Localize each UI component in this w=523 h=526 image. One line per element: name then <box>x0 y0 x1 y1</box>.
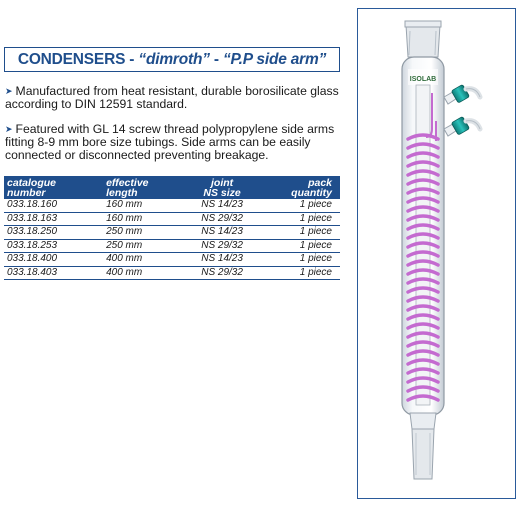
dimroth-condenser-icon <box>358 9 515 498</box>
brand-logo-text: ISOLAB <box>409 76 437 83</box>
catalogue-number-cell: 033.18.253 <box>4 239 92 253</box>
catalogue-number-cell: 033.18.403 <box>4 266 92 280</box>
length-cell: 160 mm <box>92 199 185 212</box>
length-cell: 250 mm <box>92 239 185 253</box>
table-row <box>4 212 340 226</box>
product-photo <box>357 8 516 499</box>
header-line: number <box>7 187 46 199</box>
title-main: CONDENSERS - <box>17 50 139 68</box>
table-row <box>4 266 340 280</box>
joint-cell: NS 29/32 <box>186 266 259 280</box>
table-row <box>4 199 340 212</box>
length-cell: 160 mm <box>92 212 185 226</box>
catalogue-number-cell: 033.18.163 <box>4 212 92 226</box>
length-cell: 250 mm <box>92 226 185 240</box>
title-pp-side-arm: “P.P side arm” <box>222 50 327 68</box>
header-line: NS size <box>203 187 241 199</box>
header-line: quantity <box>291 187 332 199</box>
pack-cell: 1 piece <box>259 226 340 240</box>
title-box <box>4 47 340 72</box>
title-separator: - <box>209 50 223 68</box>
table-row <box>4 253 340 267</box>
pack-cell: 1 piece <box>259 212 340 226</box>
isolab-logo <box>410 76 436 83</box>
length-cell: 400 mm <box>92 253 185 267</box>
table-row <box>4 239 340 253</box>
header-joint-size <box>186 176 259 199</box>
header-line: length <box>106 187 138 199</box>
joint-cell: NS 14/23 <box>186 199 259 212</box>
header-effective-length <box>92 176 185 199</box>
page-title <box>18 51 326 69</box>
pack-cell: 1 piece <box>259 253 340 267</box>
header-line: effective <box>106 177 149 189</box>
catalogue-number-cell: 033.18.160 <box>4 199 92 212</box>
header-line: joint <box>211 177 234 189</box>
feature-text-1: Manufactured from heat resistant, durable borosilicate glass according to DIN 12591 standard. <box>5 84 339 112</box>
table-header <box>4 176 340 199</box>
joint-cell: NS 29/32 <box>186 239 259 253</box>
feature-bullet-2 <box>5 123 343 161</box>
joint-cell: NS 14/23 <box>186 226 259 240</box>
header-pack-quantity <box>259 176 340 199</box>
catalogue-number-cell: 033.18.250 <box>4 226 92 240</box>
feature-text-2: Featured with GL 14 screw thread polypropylene side arms fitting 8-9 mm bore size tubings. Side arms can be easily connected or disconnected preventing breakage. <box>5 122 335 162</box>
header-catalogue-number <box>4 176 92 199</box>
pack-cell: 1 piece <box>259 239 340 253</box>
title-dimroth: “dimroth” <box>138 50 210 68</box>
pack-cell: 1 piece <box>259 199 340 212</box>
joint-cell: NS 14/23 <box>186 253 259 267</box>
bullet-arrow-icon: ➤ <box>5 124 13 134</box>
bullet-arrow-icon: ➤ <box>5 86 13 96</box>
joint-cell: NS 29/32 <box>186 212 259 226</box>
screw-cap-lower <box>451 116 480 135</box>
header-line: pack <box>308 177 332 189</box>
header-line: catalogue <box>7 177 57 189</box>
screw-cap-upper <box>451 84 480 103</box>
feature-bullet-1 <box>5 85 343 111</box>
table-row <box>4 226 340 240</box>
catalogue-table <box>4 176 340 280</box>
catalogue-number-cell: 033.18.400 <box>4 253 92 267</box>
length-cell: 400 mm <box>92 266 185 280</box>
pack-cell: 1 piece <box>259 266 340 280</box>
